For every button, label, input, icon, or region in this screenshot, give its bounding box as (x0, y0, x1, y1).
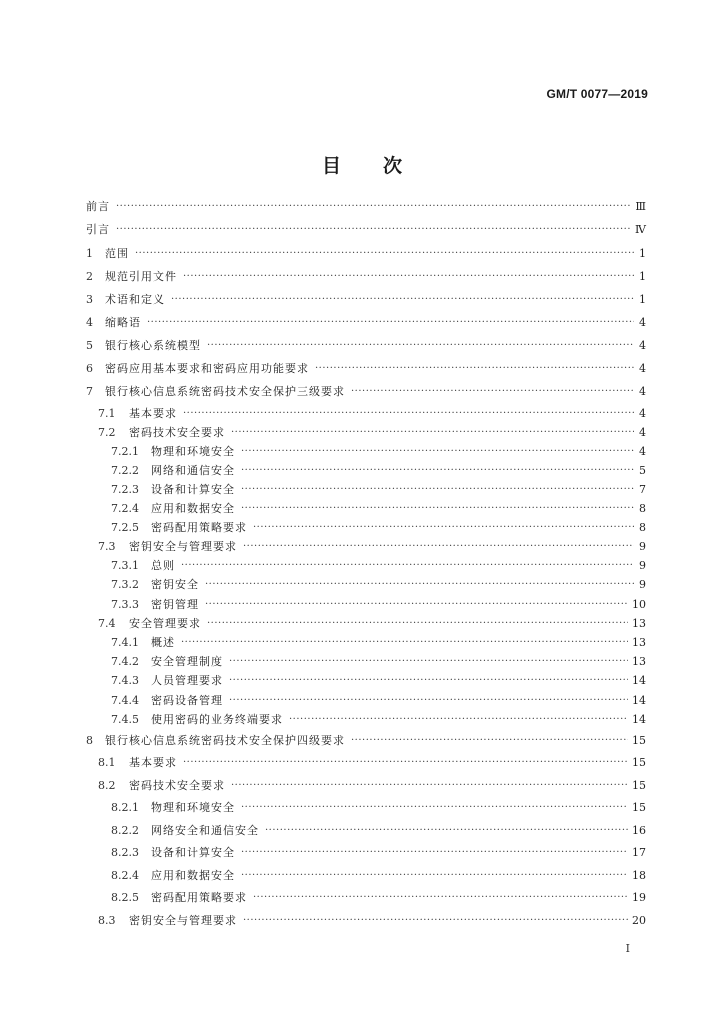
toc-entry-title: 密码应用基本要求和密码应用功能要求 (105, 362, 309, 375)
toc-entry-page: 13 (632, 636, 646, 649)
toc-entry[interactable] (98, 754, 646, 772)
toc-entry-title: 密码技术安全要求 (129, 426, 225, 439)
toc-leader-dots (229, 692, 628, 710)
toc-entry[interactable] (98, 912, 646, 930)
toc-entry[interactable] (86, 268, 646, 286)
toc-leader-dots (229, 672, 628, 690)
toc-entry[interactable] (98, 405, 646, 423)
toc-entry-title: 网络安全和通信安全 (151, 824, 259, 837)
toc-entry-title: 网络和通信安全 (151, 464, 235, 477)
toc-entry-title: 范围 (105, 247, 129, 260)
toc-entry-number: 8.2.5 (111, 891, 139, 904)
toc-entry[interactable] (111, 443, 646, 461)
toc-entry-title: 缩略语 (105, 316, 141, 329)
toc-entry-title: 银行核心系统模型 (105, 339, 201, 352)
toc-entry[interactable] (86, 221, 646, 239)
toc-entry-title: 密钥安全与管理要求 (129, 914, 237, 927)
toc-entry[interactable] (98, 777, 646, 795)
toc-leader-dots (253, 889, 628, 907)
toc-leader-dots (351, 383, 634, 401)
toc-entry-number: 8.2.4 (111, 869, 139, 882)
toc-entry-number: 8.2.2 (111, 824, 139, 837)
toc-entry-number: 7.2 (98, 426, 116, 439)
standard-number: GM/T 0077—2019 (546, 87, 648, 101)
toc-entry[interactable] (111, 672, 646, 690)
toc-entry-number: 7 (86, 385, 93, 398)
toc-entry[interactable] (86, 291, 646, 309)
toc-entry-number: 7.3.3 (111, 598, 139, 611)
toc-title-char-1: 目 (321, 155, 341, 177)
toc-entry-page: 18 (632, 869, 646, 882)
toc-leader-dots (231, 424, 634, 442)
toc-entry-number: 7.2.4 (111, 502, 139, 515)
toc-leader-dots (183, 405, 634, 423)
toc-entry-number: 2 (86, 270, 93, 283)
toc-entry[interactable] (86, 360, 646, 378)
toc-entry-page: 1 (639, 270, 646, 283)
page-number: I (625, 942, 630, 955)
toc-entry-number: 8.2 (98, 779, 116, 792)
toc-leader-dots (135, 245, 634, 263)
toc-leader-dots (205, 576, 634, 594)
toc-leader-dots (241, 462, 634, 480)
toc-entry[interactable] (111, 692, 646, 710)
toc-entry-title: 密码配用策略要求 (151, 521, 247, 534)
toc-entry-title: 总则 (151, 559, 175, 572)
toc-entry[interactable] (111, 462, 646, 480)
toc-entry-page: 4 (639, 445, 646, 458)
toc-entry-title: 密钥安全 (151, 578, 199, 591)
toc-entry-number: 7.2.5 (111, 521, 139, 534)
toc-entry-page: Ⅳ (635, 223, 646, 236)
toc-entry[interactable] (111, 634, 646, 652)
toc-leader-dots (181, 634, 628, 652)
toc-entry[interactable] (86, 732, 646, 750)
toc-entry-page: 4 (639, 339, 646, 352)
toc-entry-number: 8.3 (98, 914, 116, 927)
toc-entry-page: 15 (632, 801, 646, 814)
toc-entry[interactable] (111, 653, 646, 671)
toc-entry-number: 7.3.1 (111, 559, 139, 572)
toc-leader-dots (243, 912, 628, 930)
toc-entry[interactable] (111, 889, 646, 907)
toc-entry-number: 1 (86, 247, 93, 260)
toc-entry-number: 7.4.5 (111, 713, 139, 726)
toc-entry-title: 人员管理要求 (151, 674, 223, 687)
toc-leader-dots (147, 314, 634, 332)
toc-entry-number: 8.1 (98, 756, 116, 769)
toc-entry-number: 7.4.1 (111, 636, 139, 649)
toc-entry-title: 基本要求 (129, 407, 177, 420)
toc-entry-page: 14 (632, 713, 646, 726)
toc-leader-dots (205, 596, 628, 614)
toc-entry-title: 术语和定义 (105, 293, 165, 306)
toc-entry-number: 8.2.3 (111, 846, 139, 859)
toc-entry-number: 7.3.2 (111, 578, 139, 591)
toc-entry-title: 规范引用文件 (105, 270, 177, 283)
toc-entry-number: 7.3 (98, 540, 116, 553)
toc-entry-page: 9 (639, 578, 646, 591)
toc-entry-number: 7.4 (98, 617, 116, 630)
toc-entry-number: 7.4.3 (111, 674, 139, 687)
toc-entry-page: 19 (632, 891, 646, 904)
toc-entry-page: 1 (639, 247, 646, 260)
toc-entry[interactable] (111, 711, 646, 729)
toc-entry[interactable] (111, 557, 646, 575)
toc-entry-title: 密码技术安全要求 (129, 779, 225, 792)
toc-entry[interactable] (98, 615, 646, 633)
toc-entry-page: 15 (632, 756, 646, 769)
toc-entry[interactable] (86, 198, 646, 216)
toc-leader-dots (265, 822, 628, 840)
toc-entry-title: 物理和环境安全 (151, 445, 235, 458)
toc-entry[interactable] (86, 245, 646, 263)
toc-entry-number: 7.1 (98, 407, 116, 420)
toc-entry-page: 9 (639, 559, 646, 572)
toc-entry-page: 1 (639, 293, 646, 306)
toc-entry-title: 设备和计算安全 (151, 483, 235, 496)
toc-leader-dots (253, 519, 634, 537)
toc-entry-page: 20 (632, 914, 646, 927)
toc-entry-title: 安全管理制度 (151, 655, 223, 668)
toc-entry-title: 概述 (151, 636, 175, 649)
toc-leader-dots (241, 867, 628, 885)
toc-leader-dots (171, 291, 634, 309)
toc-leader-dots (207, 615, 628, 633)
toc-entry-page: 13 (632, 655, 646, 668)
toc-leader-dots (243, 538, 634, 556)
toc-entry-title: 前言 (86, 200, 110, 213)
toc-entry-number: 7.4.2 (111, 655, 139, 668)
toc-entry-title: 密钥管理 (151, 598, 199, 611)
toc-entry[interactable] (111, 596, 646, 614)
toc-entry-page: 8 (639, 502, 646, 515)
toc-entry-number: 7.2.1 (111, 445, 139, 458)
toc-entry[interactable] (98, 538, 646, 556)
toc-entry-title: 引言 (86, 223, 110, 236)
toc-entry-title: 安全管理要求 (129, 617, 201, 630)
toc-entry-number: 5 (86, 339, 93, 352)
toc-entry-title: 使用密码的业务终端要求 (151, 713, 283, 726)
toc-leader-dots (183, 754, 628, 772)
toc-leader-dots (289, 711, 628, 729)
toc-entry-page: 9 (639, 540, 646, 553)
toc-entry-title: 设备和计算安全 (151, 846, 235, 859)
toc-entry-title: 密码配用策略要求 (151, 891, 247, 904)
toc-entry-page: 7 (639, 483, 646, 496)
toc-entry-page: 4 (639, 385, 646, 398)
toc-entry-page: 4 (639, 407, 646, 420)
toc-entry-number: 8.2.1 (111, 801, 139, 814)
toc-entry[interactable] (86, 314, 646, 332)
toc-leader-dots (241, 844, 628, 862)
toc-entry-title: 密码设备管理 (151, 694, 223, 707)
toc-entry-page: 14 (632, 694, 646, 707)
toc-leader-dots (351, 732, 628, 750)
toc-leader-dots (116, 198, 631, 216)
toc-entry-page: 4 (639, 362, 646, 375)
toc-entry-number: 7.4.4 (111, 694, 139, 707)
toc-entry-number: 7.2.2 (111, 464, 139, 477)
toc-title-char-2: 次 (383, 155, 403, 177)
toc-entry-title: 物理和环境安全 (151, 801, 235, 814)
toc-entry-page: 4 (639, 316, 646, 329)
toc-entry-number: 4 (86, 316, 93, 329)
toc-entry-page: 10 (632, 598, 646, 611)
toc-entry[interactable] (86, 337, 646, 355)
toc-leader-dots (207, 337, 634, 355)
toc-entry-number: 3 (86, 293, 93, 306)
toc-leader-dots (241, 500, 634, 518)
toc-entry[interactable] (111, 844, 646, 862)
toc-leader-dots (181, 557, 634, 575)
toc-entry-title: 基本要求 (129, 756, 177, 769)
toc-leader-dots (241, 481, 634, 499)
toc-entry-number: 7.2.3 (111, 483, 139, 496)
toc-entry-number: 6 (86, 362, 93, 375)
toc-entry-page: Ⅲ (635, 200, 646, 213)
toc-leader-dots (229, 653, 628, 671)
toc-entry[interactable] (98, 424, 646, 442)
toc-entry-title: 银行核心信息系统密码技术安全保护三级要求 (105, 385, 345, 398)
toc-entry-number: 8 (86, 734, 93, 747)
toc-entry[interactable] (111, 519, 646, 537)
toc-leader-dots (241, 443, 634, 461)
toc-entry-title: 应用和数据安全 (151, 869, 235, 882)
toc-entry[interactable] (111, 799, 646, 817)
toc-entry-title: 密钥安全与管理要求 (129, 540, 237, 553)
toc-entry-page: 15 (632, 734, 646, 747)
toc-leader-dots (241, 799, 628, 817)
toc-entry[interactable] (111, 500, 646, 518)
toc-entry-page: 14 (632, 674, 646, 687)
toc-entry-title: 银行核心信息系统密码技术安全保护四级要求 (105, 734, 345, 747)
toc-entry[interactable] (111, 822, 646, 840)
toc-entry-page: 17 (632, 846, 646, 859)
toc-entry[interactable] (86, 383, 646, 401)
toc-entry-page: 5 (639, 464, 646, 477)
toc-entry-page: 4 (639, 426, 646, 439)
toc-leader-dots (231, 777, 628, 795)
toc-leader-dots (116, 221, 631, 239)
toc-entry-page: 16 (632, 824, 646, 837)
toc-entry[interactable] (111, 867, 646, 885)
toc-entry-title: 应用和数据安全 (151, 502, 235, 515)
toc-entry[interactable] (111, 576, 646, 594)
toc-entry[interactable] (111, 481, 646, 499)
toc-entry-page: 8 (639, 521, 646, 534)
toc-leader-dots (183, 268, 634, 286)
toc-entry-page: 13 (632, 617, 646, 630)
toc-leader-dots (315, 360, 634, 378)
toc-entry-page: 15 (632, 779, 646, 792)
